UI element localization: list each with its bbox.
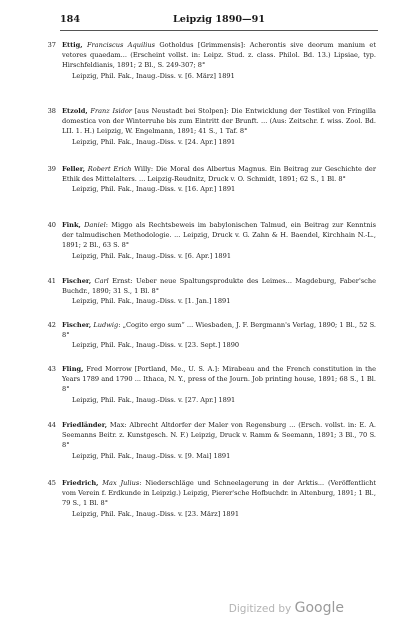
entry-number: 42: [47, 321, 56, 329]
entry-body: : Niederschläge und Schneelagerung in der Arktis... (Veröffentlicht vom Verein f. Erdkunde in Leipzig.) Leipzig, Pierer'sche Hofbuchdr. in Altenburg, 1891; 1 Bl., 79 S., 1 Bl. 8°: [62, 479, 376, 508]
entry-body: Max: Albrecht Altdorfer der Maler von Regensburg ... (Ersch. vollst. in: E. A. Seemanns Beitr. z. Kunstgesch. N. F.) Leipzig, Druck v. Ramm & Seemann, 1891; 3 Bl., 70 S. 8°: [62, 421, 376, 450]
author-given-names: Daniel: [84, 221, 106, 229]
dissertation-note: Leipzig, Phil. Fak., Inaug.-Diss. v. [6. März] 1891: [72, 71, 235, 80]
running-title: Leipzig 1890—91: [173, 14, 265, 25]
entry-text: [62, 164, 376, 195]
entry-body: Ernst: Ueber neue Spaltungsprodukte des Leimes... Magdeburg, Faber'sche Buchdr., 1890; 31 S., 1 Bl. 8°: [62, 277, 376, 296]
author-surname: Etzold,: [62, 107, 88, 115]
entry-38: [47, 106, 376, 147]
entry-body: Fred Morrow [Portland, Me., U. S. A.]: Mirabeau and the French constitution in the Years 1789 and 1790 ... Ithaca, N. Y., press of the Journ. Job printing house, 1891; 68 S., 1 Bl. 8°: [62, 365, 376, 394]
entry-40: [47, 220, 376, 261]
dissertation-note: Leipzig, Phil. Fak., Inaug.-Diss. v. [23. Sept.] 1890: [72, 341, 240, 350]
entry-number: 37: [47, 41, 56, 49]
entry-number: 40: [47, 221, 56, 229]
digitized-watermark: [229, 600, 344, 616]
entry-body: : „Cogito ergo sum“ ... Wiesbaden, J. F. Bergmann's Verlag, 1890; 1 Bl., 52 S. 8°: [62, 321, 376, 340]
dissertation-note: Leipzig, Phil. Fak., Inaug.-Diss. v. [1. Jan.] 1891: [72, 297, 231, 306]
entry-body: Willy: Die Moral des Albertus Magnus. Ein Beitrag zur Geschichte der Ethik des Mittelalters. ... Leipzig-Reudnitz, Druck v. O. Schmidt, 1891; 62 S., 1 Bl. 8°: [62, 165, 376, 184]
author-given-names: Franz Isidor: [90, 107, 132, 115]
entry-body: [aus Neustadt bei Stolpen]: Die Entwicklung der Testikel von Fringilla domestica von der Winterruhe bis zum Eintritt der Brunft. ... (Aus: Zeitschr. f. wiss. Zool. Bd. LII. 1. H.) Leipzig, W. Engelmann, 1891; 41 S., 1 Taf. 8°: [62, 107, 376, 136]
author-given-names: Franciscus Aquilius: [86, 41, 155, 49]
entry-text: [62, 276, 376, 307]
dissertation-note: Leipzig, Phil. Fak., Inaug.-Diss. v. [9. Mai] 1891: [72, 451, 231, 460]
entry-number: 43: [47, 365, 56, 373]
entry-text: [62, 106, 376, 147]
entry-text: [62, 320, 376, 351]
entry-42: [47, 320, 376, 351]
entry-43: [47, 364, 376, 405]
author-surname: Fischer,: [62, 321, 92, 329]
page-number: 184: [60, 14, 81, 25]
dissertation-note: Leipzig, Phil. Fak., Inaug.-Diss. v. [27. Apr.] 1891: [72, 395, 236, 404]
author-surname: Fling,: [62, 365, 84, 373]
author-given-names: Carl: [94, 277, 109, 285]
entry-body: : Miggo als Rechtsbeweis im babylonischen Talmud, ein Beitrag zur Kenntnis der talmudischen Methodologie. ... Leipzig, Druck v. G. Zahn & H. Baendel, Kirchhain N.-L., 1891; 2 Bl., 63 S. 8°: [62, 221, 376, 250]
entry-number: 39: [47, 165, 56, 173]
entry-number: 41: [47, 277, 56, 285]
author-given-names: Robert Erich: [87, 165, 132, 173]
entry-number: 45: [47, 479, 56, 487]
entry-45: [47, 478, 376, 519]
entry-41: [47, 276, 376, 307]
watermark-prefix: Digitized by: [228, 603, 292, 615]
entry-37: [47, 40, 376, 81]
author-given-names: Max Julius: [102, 479, 140, 487]
header-rule: [60, 30, 378, 31]
author-surname: Fink,: [62, 221, 81, 229]
author-surname: Friedländer,: [62, 421, 108, 429]
author-surname: Friedrich,: [62, 479, 99, 487]
author-surname: Feller,: [62, 165, 86, 173]
entry-number: 38: [47, 107, 56, 115]
author-surname: Fischer,: [62, 277, 92, 285]
entry-text: [62, 364, 376, 405]
running-header: [60, 14, 378, 28]
author-given-names: Ludwig: [93, 321, 119, 329]
entry-text: [62, 478, 376, 519]
entry-44: [47, 420, 376, 461]
dissertation-note: Leipzig, Phil. Fak., Inaug.-Diss. v. [24. Apr.] 1891: [72, 137, 236, 146]
dissertation-note: Leipzig, Phil. Fak., Inaug.-Diss. v. [23. März] 1891: [72, 509, 240, 518]
dissertation-note: Leipzig, Phil. Fak., Inaug.-Diss. v. [16. Apr.] 1891: [72, 185, 236, 194]
entry-text: [62, 40, 376, 81]
entry-39: [47, 164, 376, 195]
entry-text: [62, 220, 376, 261]
dissertation-note: Leipzig, Phil. Fak., Inaug.-Diss. v. [6. Apr.] 1891: [72, 251, 232, 260]
entry-body: Gotholdus [Grimmensis]: Acherontis sive deorum manium et vetores quaedam... (Erscheint vollst. in: Leipz. Stud. z. class. Philol. Bd. 13.) Lipsiae, typ. Hirschfeldianis, 1891; 2 Bl., S. 249-307; 8°: [62, 41, 376, 70]
entry-text: [62, 420, 376, 461]
entry-number: 44: [47, 421, 56, 429]
author-surname: Ettig,: [62, 41, 83, 49]
watermark-brand: Google: [294, 600, 344, 616]
